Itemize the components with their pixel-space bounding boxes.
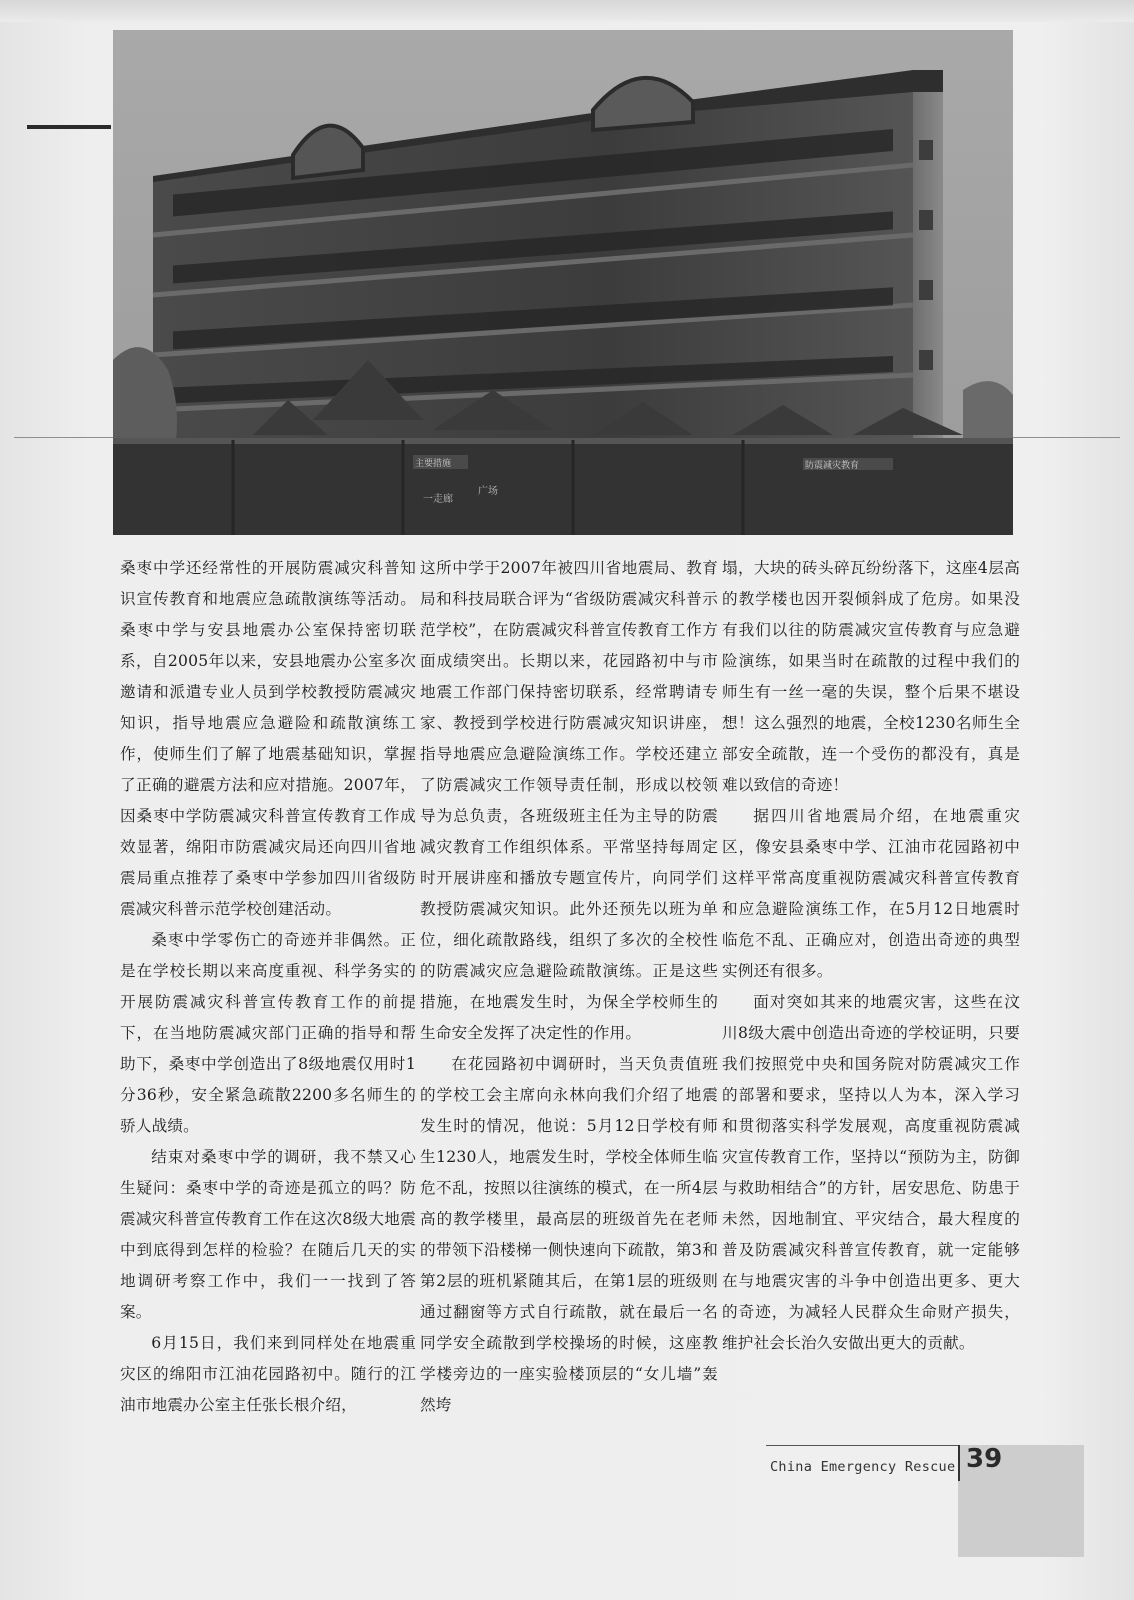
col1-paragraph-2: 桑枣中学零伤亡的奇迹并非偶然。正是在学校长期以来高度重视、科学务实的开展防震减灾科普宣传教育工作的前提下，在当地防震减灾部门正确的指导和帮助下，桑枣中学创造出了8级地震仅用时1分36秒，安全紧急疏散2200多名师生的骄人战绩。	[120, 931, 416, 1135]
section-dash-mark	[27, 125, 111, 129]
col1-paragraph-3: 结束对桑枣中学的调研，我不禁又心生疑问：桑枣中学的奇迹是孤立的吗？防震减灾科普宣传教育工作在这次8级大地震中到底得到怎样的检验？在随后几天的实地调研考察工作中，我们一一找到了答案。	[120, 1148, 416, 1321]
page-number: 39	[966, 1444, 1003, 1474]
top-edge-shadow	[0, 0, 1134, 22]
footer-divider	[958, 1445, 960, 1481]
photo-sign-left: 一走廊	[423, 494, 453, 505]
col1-paragraph-4: 6月15日，我们来到同样处在地震重灾区的绵阳市江油花园路初中。随行的江油市地震办公室主任张长根介绍，	[120, 1334, 416, 1414]
photo-banner-right: 防震减灾教育	[805, 461, 860, 471]
magazine-name: China Emergency Rescue	[770, 1459, 956, 1475]
col2-paragraph-2: 在花园路初中调研时，当天负责值班的学校工会主席向永林向我们介绍了地震发生时的情况，他说：5月12日学校有师生1230人，地震发生时，学校全体师生临危不乱，按照以往演练的模式，在一所4层高的教学楼里，最高层的班级首先在老师的带领下沿楼梯一侧快速向下疏散，第3和第2层的班机紧随其后，在第1层的班级则通过翻窗等方式自行疏散，就在最后一名同学安全疏散到学校操场的时候，这座教学楼旁边的一座实验楼顶层的“女儿墙”轰然垮	[420, 1055, 718, 1414]
article-column-1	[120, 553, 416, 1421]
footer-rule	[766, 1445, 958, 1446]
article-column-3	[722, 553, 1020, 1359]
building-illustration	[113, 30, 1013, 535]
col1-paragraph-1: 桑枣中学还经常性的开展防震减灾科普知识宣传教育和地震应急疏散演练等活动。桑枣中学与安县地震办公室保持密切联系，自2005年以来，安县地震办公室多次邀请和派遣专业人员到学校教授防震减灾知识，指导地震应急避险和疏散演练工作，使师生们了解了地震基础知识，掌握了正确的避震方法和应对措施。2007年，因桑枣中学防震减灾科普宣传教育工作成效显著，绵阳市防震减灾局还向四川省地震局重点推荐了桑枣中学参加四川省级防震减灾科普示范学校创建活动。	[120, 559, 416, 918]
left-horizontal-rule	[14, 437, 114, 438]
school-building-photo	[113, 30, 1013, 535]
col3-paragraph-2: 据四川省地震局介绍，在地震重灾区，像安县桑枣中学、江油市花园路初中这样平常高度重视防震减灾科普宣传教育和应急避险演练工作，在5月12日地震时临危不乱、正确应对，创造出奇迹的典型实例还有很多。	[722, 807, 1020, 980]
col3-paragraph-3: 面对突如其来的地震灾害，这些在汶川8级大震中创造出奇迹的学校证明，只要我们按照党中央和国务院对防震减灾工作的部署和要求，坚持以人为本，深入学习和贯彻落实科学发展观，高度重视防震减灾宣传教育工作，坚持以“预防为主，防御与救助相结合”的方针，居安思危、防患于未然，因地制宜、平灾结合，最大程度的普及防震减灾科普宣传教育，就一定能够在与地震灾害的斗争中创造出更多、更大的奇迹，为减轻人民群众生命财产损失，维护社会长治久安做出更大的贡献。	[722, 993, 1020, 1352]
article-column-2	[420, 553, 718, 1421]
photo-sign-right: 广场	[478, 486, 498, 497]
col3-paragraph-1: 塌，大块的砖头碎瓦纷纷落下，这座4层高的教学楼也因开裂倾斜成了危房。如果没有我们以往的防震减灾宣传教育与应急避险演练，如果当时在疏散的过程中我们的师生有一丝一毫的失误，整个后果不堪设想！这么强烈的地震，全校1230名师生全部安全疏散，连一个受伤的都没有，真是难以致信的奇迹！	[722, 559, 1020, 794]
right-horizontal-rule	[1012, 437, 1120, 438]
photo-banner-left: 主要措施	[415, 459, 452, 469]
col2-paragraph-1: 这所中学于2007年被四川省地震局、教育局和科技局联合评为“省级防震减灾科普示范学校”，在防震减灾科普宣传教育工作方面成绩突出。长期以来，花园路初中与市地震工作部门保持密切联系，经常聘请专家、教授到学校进行防震减灾知识讲座，指导地震应急避险演练工作。学校还建立了防震减灾工作领导责任制，形成以校领导为总负责，各班级班主任为主导的防震减灾教育工作组织体系。平常坚持每周定时开展讲座和播放专题宣传片，向同学们教授防震减灾知识。此外还预先以班为单位，细化疏散路线，组织了多次的全校性的防震减灾应急避险疏散演练。正是这些措施，在地震发生时，为保全学校师生的生命安全发挥了决定性的作用。	[420, 559, 718, 1042]
